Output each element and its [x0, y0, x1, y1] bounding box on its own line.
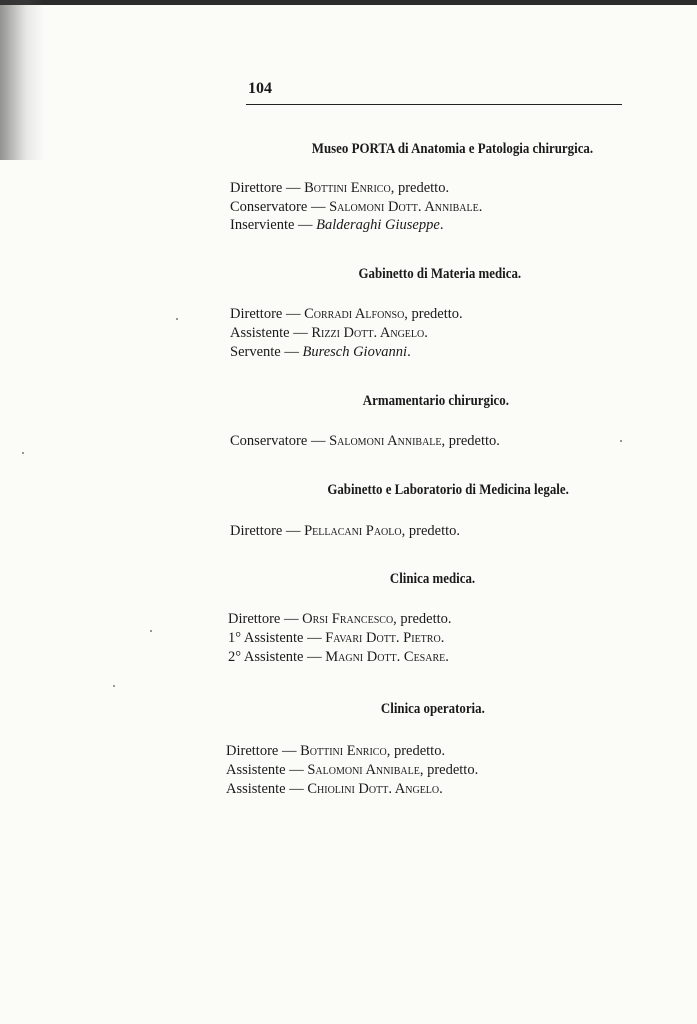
binding-edge: [0, 0, 44, 160]
entry-suffix: , predetto.: [404, 306, 463, 322]
entry-name: Favari Dott. Pietro: [325, 630, 441, 646]
entry-dash: —: [281, 743, 297, 759]
entry: [230, 523, 460, 540]
section-title: Gabinetto e Laboratorio di Medicina legale.: [327, 482, 569, 498]
entry-dash: —: [283, 611, 299, 627]
entry-suffix: .: [445, 649, 449, 665]
entry: [228, 611, 452, 628]
entry-suffix: , predetto.: [419, 762, 479, 778]
entry-role: Direttore: [230, 523, 283, 539]
entry-dash: —: [289, 781, 304, 797]
entry-role: Direttore: [228, 611, 281, 627]
section-title: Clinica medica.: [389, 571, 475, 587]
entry-name: Magni Dott. Cesare: [325, 649, 446, 665]
entry: [230, 199, 482, 216]
entry-name: Buresch Giovanni: [302, 344, 408, 360]
section-title: Gabinetto di Materia medica.: [358, 266, 521, 282]
entry-suffix: .: [407, 344, 411, 360]
entry-name: Bottini Enrico: [300, 743, 387, 759]
entry-suffix: .: [439, 217, 444, 233]
entry-role: Direttore: [226, 743, 279, 759]
entry-dash: —: [307, 630, 322, 646]
section-title: Museo PORTA di Anatomia e Patologia chirurgica.: [311, 141, 593, 157]
scan-speck: [620, 440, 622, 442]
entry-role: 1° Assistente: [228, 630, 304, 646]
entry-role: Direttore: [230, 180, 283, 196]
entry-suffix: .: [424, 325, 428, 341]
entry-name: Pellacani Paolo: [304, 523, 402, 539]
entry: [230, 433, 500, 450]
entry-name: Chiolini Dott. Angelo: [307, 781, 440, 797]
scan-speck: [113, 685, 115, 687]
entry-name: Bottini Enrico: [304, 180, 391, 196]
section-title: Armamentario chirurgico.: [362, 393, 509, 409]
page-number: 104: [248, 80, 272, 97]
entry-suffix: .: [478, 199, 483, 215]
entry-suffix: .: [439, 781, 443, 797]
entry-dash: —: [285, 306, 301, 322]
entry: [226, 743, 445, 760]
entry-dash: —: [307, 649, 322, 665]
entry-role: Direttore: [230, 306, 283, 322]
section-title: Clinica operatoria.: [381, 701, 485, 717]
entry: [228, 630, 444, 647]
entry-dash: —: [293, 325, 308, 341]
entry: [226, 781, 443, 798]
entry-role: Assistente: [226, 762, 286, 778]
entry: [230, 217, 443, 234]
entry-role: Conservatore: [230, 199, 308, 215]
entry-dash: —: [289, 762, 304, 778]
entry: [228, 649, 449, 666]
header-rule: [246, 104, 622, 105]
entry-role: Conservatore: [230, 433, 308, 449]
entry: [230, 325, 428, 342]
entry-dash: —: [310, 433, 326, 449]
entry-dash: —: [310, 199, 326, 215]
entry: [230, 344, 411, 361]
entry-suffix: , predetto.: [401, 523, 461, 539]
entry-role: Inserviente: [230, 217, 295, 233]
entry: [230, 180, 449, 197]
entry-name: Salomoni Annibale: [307, 762, 420, 778]
entry: [226, 762, 478, 779]
entry-dash: —: [298, 217, 313, 233]
entry-role: Assistente: [230, 325, 290, 341]
entry-name: Rizzi Dott. Angelo: [311, 325, 425, 341]
entry-name: Salomoni Dott. Annibale: [329, 199, 479, 215]
scan-speck: [150, 630, 152, 632]
entry-name: Orsi Francesco: [302, 611, 394, 627]
entry-dash: —: [284, 344, 299, 360]
entry-role: 2° Assistente: [228, 649, 304, 665]
entry-suffix: , predetto.: [393, 611, 452, 627]
entry: [230, 306, 463, 323]
scan-speck: [22, 452, 24, 454]
entry-suffix: , predetto.: [390, 180, 450, 196]
entry-suffix: , predetto.: [386, 743, 446, 759]
entry-role: Servente: [230, 344, 281, 360]
entry-dash: —: [285, 523, 301, 539]
entry-name: Salomoni Annibale: [329, 433, 442, 449]
page-top-border: [0, 0, 697, 5]
entry-suffix: .: [440, 630, 445, 646]
entry-name: Corradi Alfonso: [304, 306, 405, 322]
scan-speck: [176, 318, 178, 320]
entry-suffix: , predetto.: [441, 433, 500, 449]
entry-name: Balderaghi Giuseppe: [316, 217, 440, 233]
entry-dash: —: [285, 180, 301, 196]
entry-role: Assistente: [226, 781, 286, 797]
